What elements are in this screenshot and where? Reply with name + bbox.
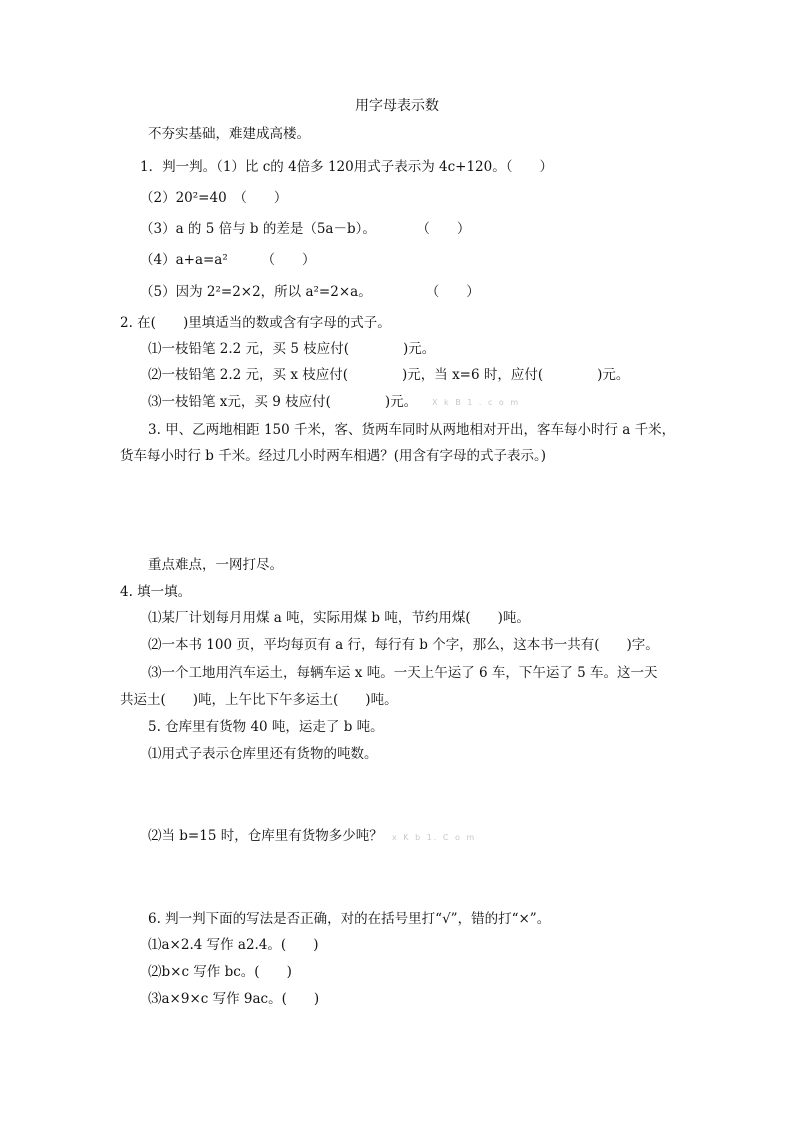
question-4-item: ⑵一本书 100 页，平均每页有 a 行，每行有 b 个字，那么，这本书一共有( )字。 <box>148 637 659 653</box>
question-3-line: 3. 甲、乙两地相距 150 千米，客、货两车同时从两地相对开出，客车每小时行 a 千米， <box>148 422 676 438</box>
page-title: 用字母表示数 <box>355 98 439 114</box>
question-5-part: ⑵当 b=15 时，仓库里有货物多少吨？ <box>148 828 383 844</box>
question-2-item: ⑴一枝铅笔 2.2 元，买 5 枝应付( )元。 <box>148 341 436 357</box>
question-5-intro: 5. 仓库里有货物 40 吨，运走了 b 吨。 <box>148 719 384 735</box>
question-4-item: ⑶一个工地用汽车运土，每辆车运 x 吨。一天上午运了 6 车，下午运了 5 车。这一天 <box>148 665 658 681</box>
question-1-item: （5）因为 2²=2×2，所以 a²=2×a。 （ ） <box>140 284 480 300</box>
question-2-item: ⑵一枝铅笔 2.2 元，买 x 枝应付( )元，当 x=6 时，应付( )元。 <box>148 367 630 383</box>
section-heading-basics: 不夯实基础，难建成高楼。 <box>148 126 310 142</box>
question-3-line: 货车每小时行 b 千米。经过几小时两车相遇？(用含有字母的式子表示。) <box>120 448 547 464</box>
question-6-intro: 6. 判一判下面的写法是否正确，对的在括号里打“√”，错的打“×”。 <box>148 911 551 927</box>
question-1-item: （2）20²=40 （ ） <box>140 190 288 206</box>
question-1-intro: 1．判一判。（1）比 c的 4倍多 120用式子表示为 4c+120。（ ） <box>140 159 553 175</box>
watermark: x K b 1. C o m <box>392 833 477 842</box>
question-4-item: ⑴某厂计划每月用煤 a 吨，实际用煤 b 吨，节约用煤( )吨。 <box>148 610 530 626</box>
question-1-item: （4）a+a=a² （ ） <box>140 252 316 268</box>
question-6-item: ⑵b×c 写作 bc。( ) <box>148 964 292 980</box>
watermark: X k B 1 . c o m <box>432 398 521 407</box>
question-5-part: ⑴用式子表示仓库里还有货物的吨数。 <box>148 746 378 762</box>
question-2-item: ⑶一枝铅笔 x元，买 9 枝应付( )元。 <box>148 394 418 410</box>
question-6-item: ⑴a×2.4 写作 a2.4。( ) <box>148 937 319 953</box>
section-heading-key-points: 重点难点，一网打尽。 <box>148 557 283 573</box>
question-6-item: ⑶a×9×c 写作 9ac。( ) <box>148 991 320 1007</box>
question-4-intro: 4. 填一填。 <box>120 584 192 600</box>
question-2-intro: 2. 在( )里填适当的数或含有字母的式子。 <box>120 315 391 331</box>
question-4-item: 共运土( )吨，上午比下午多运土( )吨。 <box>120 692 398 708</box>
question-1-item: （3）a 的 5 倍与 b 的差是（5a－b）。 （ ） <box>140 221 471 237</box>
